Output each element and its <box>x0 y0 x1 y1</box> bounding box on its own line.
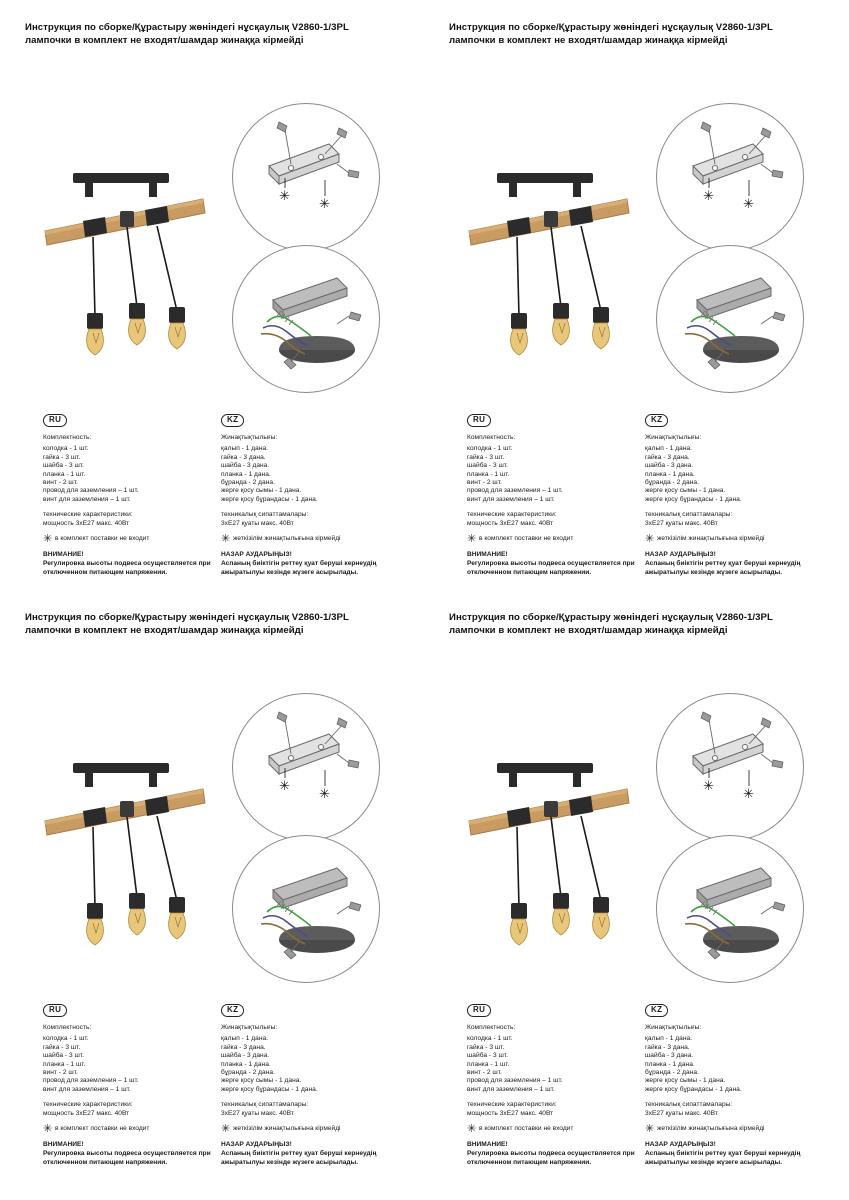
star-note-text-kz: жеткізілім жинақтылығына кірмейді <box>657 1125 765 1133</box>
star-note-text-ru: в комплект поставки не входит <box>479 535 574 543</box>
list-item: бұранда - 2 дана. <box>221 1069 275 1077</box>
star-note-ru <box>467 1123 645 1136</box>
list-item: бұранда - 2 дана. <box>645 479 699 487</box>
column-ru <box>43 409 221 577</box>
list-item: жерге қосу сымы - 1 дана. <box>645 1077 726 1085</box>
page-title <box>449 22 819 47</box>
kit-heading-kz: Жинақтықтылығы: <box>221 434 278 441</box>
list-item: жерге қосу бұрандасы - 1 дана. <box>221 495 318 503</box>
list-item: қалып - 1 дана. <box>645 445 693 453</box>
star-note-ru <box>43 533 221 546</box>
title-line-2: лампочки в комплект не входят/шамдар жинаққа кірмейді <box>25 34 304 46</box>
warning-body-kz: Аспаның биіктігін реттеу қуат беруші кернеудің ажыратылуы кезінде жүзеге асырылады. <box>645 560 801 576</box>
list-item: қалып - 1 дана. <box>221 1035 269 1043</box>
figure-group <box>25 51 425 351</box>
specs-ru <box>467 511 645 528</box>
kit-list-kz <box>645 434 823 504</box>
svg-text:✳: ✳ <box>319 196 330 211</box>
column-ru <box>43 999 221 1167</box>
star-note-text-kz: жеткізілім жинақтылығына кірмейді <box>233 535 341 543</box>
column-ru <box>467 999 645 1167</box>
figure-group <box>449 641 849 941</box>
kit-list-kz <box>221 434 399 504</box>
svg-text:✳: ✳ <box>743 196 754 211</box>
list-item: жерге қосу сымы - 1 дана. <box>221 1077 302 1085</box>
kit-heading-kz: Жинақтықтылығы: <box>645 434 702 441</box>
list-item: винт - 2 шт. <box>43 1069 78 1077</box>
specs-ru <box>43 1101 221 1118</box>
warning-kz <box>221 1141 399 1167</box>
kit-heading-ru: Комплектность: <box>467 434 516 441</box>
star-note-kz <box>221 1123 399 1136</box>
asterisk-icon: ✳ <box>467 1123 477 1136</box>
detail-wiring-circle <box>656 835 804 983</box>
list-item: провод для заземления – 1 шт. <box>467 487 563 495</box>
detail-bracket-circle <box>232 103 380 251</box>
kit-heading-ru: Комплектность: <box>43 434 92 441</box>
list-item: винт - 2 шт. <box>43 479 78 487</box>
list-item: винт для заземления – 1 шт. <box>467 495 555 503</box>
title-line-2: лампочки в комплект не входят/шамдар жинаққа кірмейді <box>25 624 304 636</box>
warning-title-ru: ВНИМАНИЕ! <box>43 551 84 559</box>
detail-bracket-circle <box>656 103 804 251</box>
star-note-text-kz: жеткізілім жинақтылығына кірмейді <box>657 535 765 543</box>
asterisk-icon: ✳ <box>221 533 231 546</box>
warning-ru <box>43 1141 221 1167</box>
list-item: гайка - 3 шт. <box>43 1043 81 1051</box>
list-item: гайка - 3 дана. <box>645 1043 690 1051</box>
column-kz <box>221 999 399 1167</box>
list-item: планка - 1 дана. <box>645 1060 695 1068</box>
list-item: қалып - 1 дана. <box>645 1035 693 1043</box>
language-badge-kz: KZ <box>645 1004 668 1018</box>
svg-text:✳: ✳ <box>279 778 290 793</box>
figure-group <box>449 51 849 351</box>
specs-value-kz: 3хЕ27 қуаты макс. 40Вт <box>645 519 718 527</box>
list-item: винт для заземления – 1 шт. <box>43 495 131 503</box>
asterisk-icon: ✳ <box>43 1123 53 1136</box>
list-item: шайба - 3 дана. <box>221 1052 270 1060</box>
specs-value-ru: мощность 3хЕ27 макс. 40Вт <box>43 519 130 527</box>
specs-ru <box>43 511 221 528</box>
warning-title-kz: НАЗАР АУДАРЫҢЫЗ! <box>221 1141 292 1149</box>
specs-value-kz: 3хЕ27 қуаты макс. 40Вт <box>221 519 294 527</box>
warning-body-ru: Регулировка высоты подвеса осуществляется при отключенном питающем напряжении. <box>43 560 211 576</box>
kit-list-ru <box>43 1024 221 1094</box>
instruction-panel <box>25 22 425 582</box>
specs-heading-ru: технические характеристики: <box>43 511 133 519</box>
list-item: шайба - 3 дана. <box>645 462 694 470</box>
title-line-1: Инструкция по сборке/Құрастыру жөніндегі нұсқаулық V2860-1/3PL <box>449 612 773 623</box>
svg-text:✳: ✳ <box>743 786 754 801</box>
specs-heading-ru: технические характеристики: <box>467 1101 557 1109</box>
kit-list-kz <box>645 1024 823 1094</box>
warning-kz <box>221 551 399 577</box>
asterisk-icon: ✳ <box>645 533 655 546</box>
language-badge-kz: KZ <box>645 414 668 428</box>
title-line-1: Инструкция по сборке/Құрастыру жөніндегі нұсқаулық V2860-1/3PL <box>25 22 349 33</box>
list-item: бұранда - 2 дана. <box>221 479 275 487</box>
instruction-panel <box>449 22 849 582</box>
warning-body-ru: Регулировка высоты подвеса осуществляется при отключенном питающем напряжении. <box>43 1150 211 1166</box>
specs-heading-ru: технические характеристики: <box>43 1101 133 1109</box>
list-item: провод для заземления – 1 шт. <box>43 1077 139 1085</box>
title-line-2: лампочки в комплект не входят/шамдар жинаққа кірмейді <box>449 624 728 636</box>
specs-heading-kz: техникалық сипаттамалары: <box>645 1101 733 1109</box>
list-item: провод для заземления – 1 шт. <box>43 487 139 495</box>
warning-ru <box>467 551 645 577</box>
svg-text:✳: ✳ <box>319 786 330 801</box>
list-item: планка - 1 дана. <box>645 470 695 478</box>
svg-text:✳: ✳ <box>703 778 714 793</box>
warning-body-kz: Аспаның биіктігін реттеу қуат беруші кернеудің ажыратылуы кезінде жүзеге асырылады. <box>221 560 377 576</box>
kit-heading-kz: Жинақтықтылығы: <box>221 1024 278 1031</box>
list-item: гайка - 3 шт. <box>467 453 505 461</box>
instruction-panel <box>25 612 425 1172</box>
svg-text:✳: ✳ <box>279 188 290 203</box>
list-item: гайка - 3 дана. <box>221 1043 266 1051</box>
kit-heading-kz: Жинақтықтылығы: <box>645 1024 702 1031</box>
list-item: шайба - 3 шт. <box>43 462 84 470</box>
list-item: шайба - 3 шт. <box>467 462 508 470</box>
title-line-2: лампочки в комплект не входят/шамдар жинаққа кірмейді <box>449 34 728 46</box>
list-item: планка - 1 шт. <box>43 1060 86 1068</box>
figure-group <box>25 641 425 941</box>
list-item: планка - 1 шт. <box>467 1060 510 1068</box>
warning-title-ru: ВНИМАНИЕ! <box>43 1141 84 1149</box>
detail-wiring-circle <box>232 835 380 983</box>
list-item: гайка - 3 дана. <box>645 453 690 461</box>
warning-ru <box>43 551 221 577</box>
star-note-text-ru: в комплект поставки не входит <box>479 1125 574 1133</box>
specs-kz <box>221 511 399 528</box>
asterisk-icon: ✳ <box>467 533 477 546</box>
list-item: гайка - 3 шт. <box>467 1043 505 1051</box>
warning-body-kz: Аспаның биіктігін реттеу қуат беруші кернеудің ажыратылуы кезінде жүзеге асырылады. <box>645 1150 801 1166</box>
language-badge-ru: RU <box>43 414 67 428</box>
star-note-text-ru: в комплект поставки не входит <box>55 1125 150 1133</box>
lamp-illustration <box>25 81 230 331</box>
kit-heading-ru: Комплектность: <box>467 1024 516 1031</box>
kit-list-ru <box>43 434 221 504</box>
kit-list-ru <box>467 1024 645 1094</box>
list-item: бұранда - 2 дана. <box>645 1069 699 1077</box>
lamp-illustration <box>25 671 230 921</box>
list-item: планка - 1 дана. <box>221 470 271 478</box>
warning-title-kz: НАЗАР АУДАРЫҢЫЗ! <box>645 1141 716 1149</box>
warning-kz <box>645 1141 823 1167</box>
specs-value-kz: 3хЕ27 қуаты макс. 40Вт <box>645 1109 718 1117</box>
list-item: планка - 1 шт. <box>43 470 86 478</box>
star-note-kz <box>645 1123 823 1136</box>
star-note-kz <box>221 533 399 546</box>
specs-heading-ru: технические характеристики: <box>467 511 557 519</box>
list-item: винт для заземления – 1 шт. <box>467 1085 555 1093</box>
specs-heading-kz: техникалық сипаттамалары: <box>645 511 733 519</box>
language-badge-kz: KZ <box>221 414 244 428</box>
detail-bracket-circle <box>656 693 804 841</box>
lamp-illustration <box>449 671 654 921</box>
specs-kz <box>221 1101 399 1118</box>
list-item: шайба - 3 шт. <box>467 1052 508 1060</box>
list-item: колодка - 1 шт. <box>43 445 89 453</box>
warning-kz <box>645 551 823 577</box>
star-note-text-kz: жеткізілім жинақтылығына кірмейді <box>233 1125 341 1133</box>
warning-body-kz: Аспаның биіктігін реттеу қуат беруші кернеудің ажыратылуы кезінде жүзеге асырылады. <box>221 1150 377 1166</box>
kit-list-kz <box>221 1024 399 1094</box>
warning-body-ru: Регулировка высоты подвеса осуществляется при отключенном питающем напряжении. <box>467 560 635 576</box>
star-note-ru <box>43 1123 221 1136</box>
kit-list-ru <box>467 434 645 504</box>
column-kz <box>645 999 823 1167</box>
warning-ru <box>467 1141 645 1167</box>
specs-value-ru: мощность 3хЕ27 макс. 40Вт <box>467 1109 554 1117</box>
warning-body-ru: Регулировка высоты подвеса осуществляется при отключенном питающем напряжении. <box>467 1150 635 1166</box>
detail-wiring-circle <box>656 245 804 393</box>
language-badge-ru: RU <box>43 1004 67 1018</box>
language-badge-kz: KZ <box>221 1004 244 1018</box>
list-item: колодка - 1 шт. <box>467 1035 513 1043</box>
language-badge-ru: RU <box>467 1004 491 1018</box>
star-note-text-ru: в комплект поставки не входит <box>55 535 150 543</box>
lamp-illustration <box>449 81 654 331</box>
specs-value-ru: мощность 3хЕ27 макс. 40Вт <box>467 519 554 527</box>
specs-kz <box>645 1101 823 1118</box>
detail-wiring-circle <box>232 245 380 393</box>
title-line-1: Инструкция по сборке/Құрастыру жөніндегі нұсқаулық V2860-1/3PL <box>449 22 773 33</box>
list-item: жерге қосу бұрандасы - 1 дана. <box>645 1085 742 1093</box>
list-item: шайба - 3 шт. <box>43 1052 84 1060</box>
list-item: планка - 1 шт. <box>467 470 510 478</box>
star-note-kz <box>645 533 823 546</box>
list-item: планка - 1 дана. <box>221 1060 271 1068</box>
list-item: жерге қосу сымы - 1 дана. <box>221 487 302 495</box>
page-title <box>25 22 395 47</box>
list-item: шайба - 3 дана. <box>645 1052 694 1060</box>
list-item: қалып - 1 дана. <box>221 445 269 453</box>
list-item: жерге қосу бұрандасы - 1 дана. <box>221 1085 318 1093</box>
specs-heading-kz: техникалық сипаттамалары: <box>221 511 309 519</box>
list-item: жерге қосу сымы - 1 дана. <box>645 487 726 495</box>
warning-title-kz: НАЗАР АУДАРЫҢЫЗ! <box>221 551 292 559</box>
specs-value-kz: 3хЕ27 қуаты макс. 40Вт <box>221 1109 294 1117</box>
language-badge-ru: RU <box>467 414 491 428</box>
svg-text:✳: ✳ <box>703 188 714 203</box>
page-title <box>449 612 819 637</box>
list-item: винт - 2 шт. <box>467 479 502 487</box>
list-item: гайка - 3 шт. <box>43 453 81 461</box>
kit-heading-ru: Комплектность: <box>43 1024 92 1031</box>
list-item: жерге қосу бұрандасы - 1 дана. <box>645 495 742 503</box>
list-item: колодка - 1 шт. <box>467 445 513 453</box>
warning-title-ru: ВНИМАНИЕ! <box>467 1141 508 1149</box>
list-item: провод для заземления – 1 шт. <box>467 1077 563 1085</box>
list-item: шайба - 3 дана. <box>221 462 270 470</box>
page-title <box>25 612 395 637</box>
specs-heading-kz: техникалық сипаттамалары: <box>221 1101 309 1109</box>
column-kz <box>645 409 823 577</box>
list-item: винт - 2 шт. <box>467 1069 502 1077</box>
list-item: гайка - 3 дана. <box>221 453 266 461</box>
detail-bracket-circle <box>232 693 380 841</box>
specs-ru <box>467 1101 645 1118</box>
asterisk-icon: ✳ <box>645 1123 655 1136</box>
list-item: колодка - 1 шт. <box>43 1035 89 1043</box>
title-line-1: Инструкция по сборке/Құрастыру жөніндегі нұсқаулық V2860-1/3PL <box>25 612 349 623</box>
list-item: винт для заземления – 1 шт. <box>43 1085 131 1093</box>
column-ru <box>467 409 645 577</box>
column-kz <box>221 409 399 577</box>
instruction-panel <box>449 612 849 1172</box>
specs-kz <box>645 511 823 528</box>
star-note-ru <box>467 533 645 546</box>
warning-title-kz: НАЗАР АУДАРЫҢЫЗ! <box>645 551 716 559</box>
warning-title-ru: ВНИМАНИЕ! <box>467 551 508 559</box>
specs-value-ru: мощность 3хЕ27 макс. 40Вт <box>43 1109 130 1117</box>
asterisk-icon: ✳ <box>221 1123 231 1136</box>
asterisk-icon: ✳ <box>43 533 53 546</box>
